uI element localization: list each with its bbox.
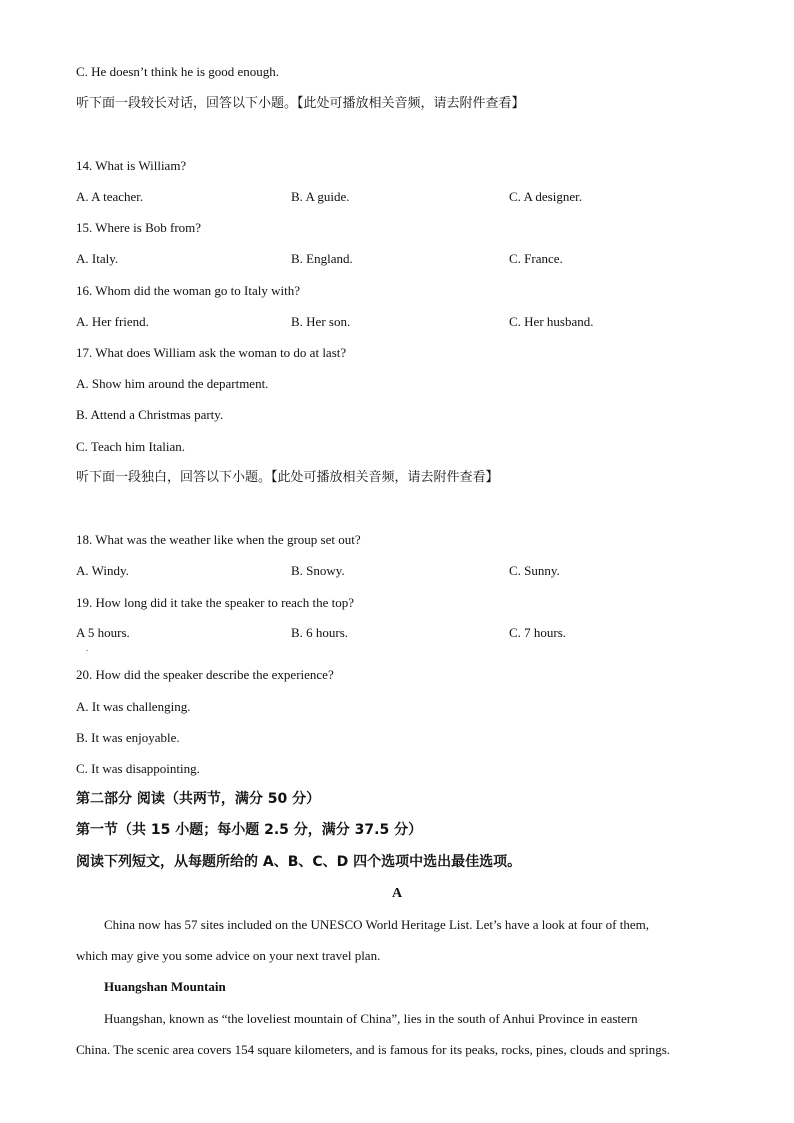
paragraph-2-line-1: Huangshan, known as “the loveliest mountain of China”, lies in the south of Anhui Province in eastern [104, 1011, 638, 1026]
listening-instruction-dialogue: 听下面一段较长对话，回答以下小题。【此处可播放相关音频，请去附件查看】 [76, 96, 525, 111]
part-two-heading: 第二部分 阅读（共两节，满分 50 分） [76, 791, 321, 807]
q13-option-c: C. He doesn’t think he is good enough. [76, 64, 280, 79]
q15-option-a: A. Italy. [76, 251, 119, 266]
q19-option-c: C. 7 hours. [509, 625, 567, 640]
q16-option-b: B. Her son. [291, 314, 351, 329]
passage-letter: A [391, 886, 403, 901]
q15-option-b: B. England. [291, 251, 353, 266]
listening-instruction-monologue: 听下面一段独白，回答以下小题。【此处可播放相关音频，请去附件查看】 [76, 470, 499, 485]
stray-dot-mark: . [86, 644, 88, 653]
question-19: 19. How long did it take the speaker to reach the top? [76, 595, 354, 610]
question-18: 18. What was the weather like when the group set out? [76, 532, 361, 547]
question-15: 15. Where is Bob from? [76, 220, 202, 235]
q20-option-c: C. It was disappointing. [76, 761, 200, 776]
section-one-heading: 第一节（共 15 小题；每小题 2.5 分，满分 37.5 分） [76, 822, 423, 838]
q14-option-b: B. A guide. [291, 189, 350, 204]
question-20: 20. How did the speaker describe the experience? [76, 667, 334, 682]
q18-option-a: A. Windy. [76, 563, 129, 578]
paragraph-2-line-2: China. The scenic area covers 154 square kilometers, and is famous for its peaks, rocks, pines, clouds and springs. [76, 1042, 671, 1057]
paragraph-1-line-1: China now has 57 sites included on the UNESCO World Heritage List. Let’s have a look at four of them, [104, 917, 649, 932]
paragraph-1-line-2: which may give you some advice on your next travel plan. [76, 948, 381, 963]
q17-option-b: B. Attend a Christmas party. [76, 407, 224, 422]
reading-instruction: 阅读下列短文，从每题所给的 A、B、C、D 四个选项中选出最佳选项。 [76, 854, 522, 870]
q16-option-a: A. Her friend. [76, 314, 149, 329]
q15-option-c: C. France. [509, 251, 563, 266]
q18-option-c: C. Sunny. [509, 563, 560, 578]
q20-option-a: A. It was challenging. [76, 699, 191, 714]
q19-option-a: A 5 hours. [76, 625, 130, 640]
subheading-huangshan: Huangshan Mountain [104, 979, 226, 994]
q17-option-a: A. Show him around the department. [76, 376, 269, 391]
q17-option-c: C. Teach him Italian. [76, 439, 185, 454]
q18-option-b: B. Snowy. [291, 563, 345, 578]
q14-option-c: C. A designer. [509, 189, 582, 204]
q19-option-b: B. 6 hours. [291, 625, 349, 640]
q20-option-b: B. It was enjoyable. [76, 730, 180, 745]
question-17: 17. What does William ask the woman to do at last? [76, 345, 347, 360]
q14-option-a: A. A teacher. [76, 189, 144, 204]
question-14: 14. What is William? [76, 158, 187, 173]
question-16: 16. Whom did the woman go to Italy with? [76, 283, 300, 298]
q16-option-c: C. Her husband. [509, 314, 594, 329]
